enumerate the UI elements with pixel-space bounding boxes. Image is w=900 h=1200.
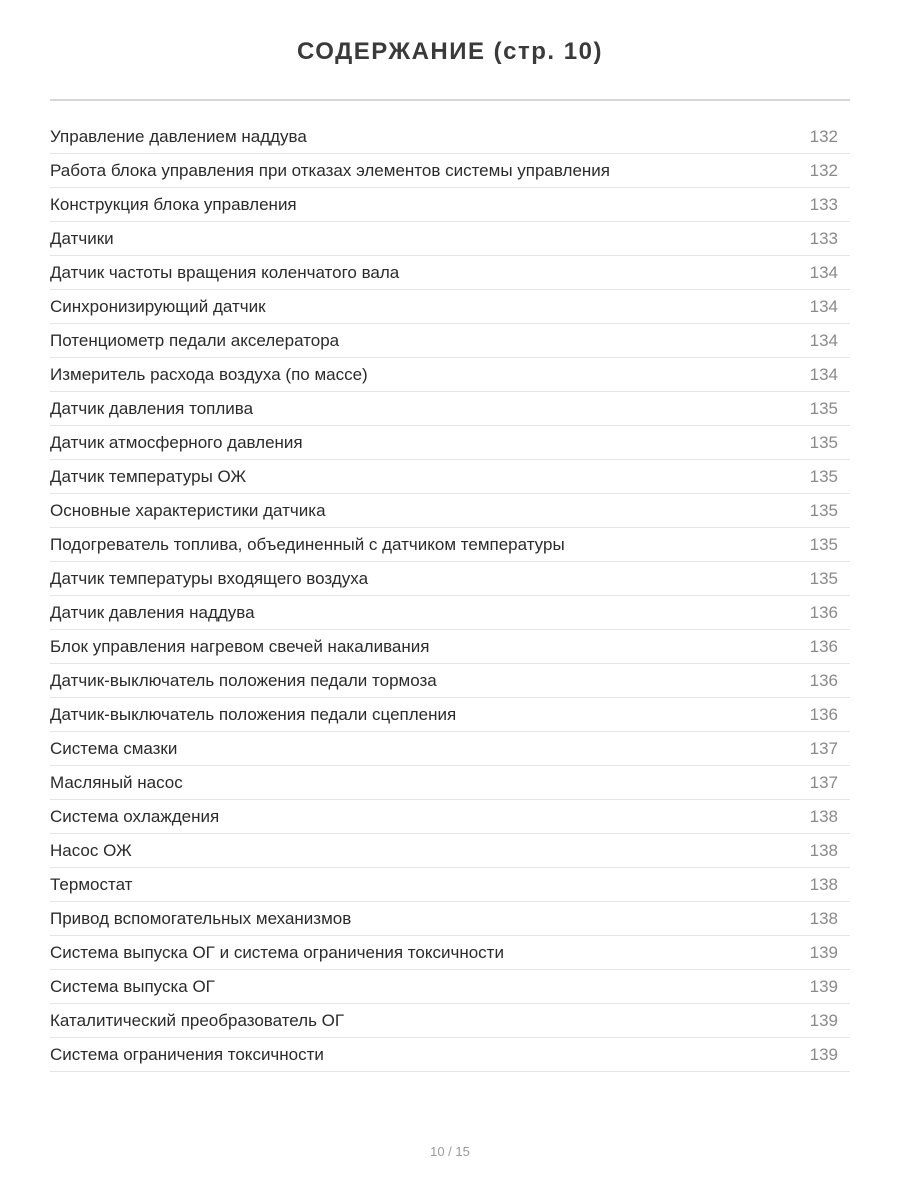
toc-entry-title: Датчик-выключатель положения педали тормоза <box>50 670 437 690</box>
toc-entry-title: Масляный насос <box>50 772 183 792</box>
toc-entry-title: Потенциометр педали акселератора <box>50 330 340 350</box>
toc-entry-title: Датчик давления наддува <box>50 602 255 622</box>
toc-entry-title: Управление давлением наддува <box>50 126 307 146</box>
toc-entry-title: Датчик частоты вращения коленчатого вала <box>50 262 400 282</box>
toc-entry[interactable] <box>50 800 850 834</box>
toc-entry[interactable] <box>50 1038 850 1072</box>
toc-entry[interactable] <box>50 732 850 766</box>
toc-entry[interactable] <box>50 392 850 426</box>
toc-entry-title: Датчик-выключатель положения педали сцепления <box>50 704 457 724</box>
toc-entry-title: Привод вспомогательных механизмов <box>50 908 352 928</box>
toc-entry-page-number: 133 <box>809 194 838 214</box>
toc-entry-title: Измеритель расхода воздуха (по массе) <box>50 364 368 384</box>
toc-entry[interactable] <box>50 868 850 902</box>
toc-entry-title: Датчик температуры ОЖ <box>50 466 247 486</box>
title-divider <box>50 99 850 101</box>
toc-entry-title: Датчик атмосферного давления <box>50 432 303 452</box>
toc-entry[interactable] <box>50 562 850 596</box>
toc-entry-page-number: 139 <box>809 1010 838 1030</box>
toc-entry-page-number: 135 <box>809 568 838 588</box>
toc-entry-title: Конструкция блока управления <box>50 194 297 214</box>
toc-entry-page-number: 138 <box>809 806 838 826</box>
toc-entry-title: Система ограничения токсичности <box>50 1044 324 1064</box>
page-title: СОДЕРЖАНИЕ (стр. 10) <box>297 38 603 65</box>
toc-entry[interactable] <box>50 1004 850 1038</box>
page-indicator: 10 / 15 <box>430 1144 470 1159</box>
toc-entry-page-number: 134 <box>809 364 838 384</box>
toc-entry-page-number: 137 <box>809 738 838 758</box>
toc-entry[interactable] <box>50 902 850 936</box>
toc-entry-title: Датчик температуры входящего воздуха <box>50 568 369 588</box>
toc-entry-page-number: 137 <box>809 772 838 792</box>
toc-entry-title: Датчик давления топлива <box>50 398 254 418</box>
toc-entry-title: Система охлаждения <box>50 806 220 826</box>
toc-entry-title: Система выпуска ОГ <box>50 976 215 996</box>
toc-entry[interactable] <box>50 460 850 494</box>
toc-entry-title: Синхронизирующий датчик <box>50 296 266 316</box>
toc-entry-page-number: 135 <box>809 534 838 554</box>
toc-entry-title: Основные характеристики датчика <box>50 500 326 520</box>
toc-entry[interactable] <box>50 120 850 154</box>
toc-entry[interactable] <box>50 664 850 698</box>
toc-entry-page-number: 134 <box>809 296 838 316</box>
toc-entry-page-number: 133 <box>809 228 838 248</box>
toc-entry-page-number: 139 <box>809 942 838 962</box>
toc-entry[interactable] <box>50 698 850 732</box>
toc-entry[interactable] <box>50 630 850 664</box>
toc-entry-page-number: 136 <box>809 670 838 690</box>
toc-entry-title: Система смазки <box>50 738 178 758</box>
toc-entry-title: Термостат <box>50 874 133 894</box>
toc-entry-title: Датчики <box>50 228 114 248</box>
toc-entry-title: Каталитический преобразователь ОГ <box>50 1010 345 1030</box>
toc-entry-page-number: 139 <box>809 1044 838 1064</box>
toc-entry-page-number: 135 <box>809 398 838 418</box>
toc-entry-page-number: 135 <box>809 466 838 486</box>
toc-entry-page-number: 134 <box>809 262 838 282</box>
toc-entry-page-number: 132 <box>809 160 838 180</box>
toc-entry[interactable] <box>50 324 850 358</box>
toc-entry-page-number: 136 <box>809 704 838 724</box>
toc-entry-page-number: 134 <box>809 330 838 350</box>
toc-entry[interactable] <box>50 222 850 256</box>
toc-entry[interactable] <box>50 528 850 562</box>
toc-entry[interactable] <box>50 358 850 392</box>
toc-entry-page-number: 136 <box>809 636 838 656</box>
toc-entry[interactable] <box>50 596 850 630</box>
toc-entry[interactable] <box>50 256 850 290</box>
toc-entry[interactable] <box>50 970 850 1004</box>
toc-entry-title: Насос ОЖ <box>50 840 132 860</box>
toc-entry[interactable] <box>50 834 850 868</box>
toc-entry[interactable] <box>50 494 850 528</box>
toc-entry[interactable] <box>50 936 850 970</box>
toc-entry-page-number: 135 <box>809 500 838 520</box>
toc-entry-title: Работа блока управления при отказах элементов системы управления <box>50 160 610 180</box>
toc-entry-page-number: 132 <box>809 126 838 146</box>
toc-entry-page-number: 138 <box>809 840 838 860</box>
toc-entry[interactable] <box>50 766 850 800</box>
toc-entry-page-number: 135 <box>809 432 838 452</box>
toc-entry-page-number: 136 <box>809 602 838 622</box>
toc-entry-page-number: 139 <box>809 976 838 996</box>
toc-entry[interactable] <box>50 426 850 460</box>
toc-entry-title: Подогреватель топлива, объединенный с датчиком температуры <box>50 534 565 554</box>
toc-entry[interactable] <box>50 290 850 324</box>
toc-entry-title: Система выпуска ОГ и система ограничения токсичности <box>50 942 504 962</box>
toc-list <box>50 120 850 1072</box>
toc-entry-page-number: 138 <box>809 908 838 928</box>
toc-entry-title: Блок управления нагревом свечей накаливания <box>50 636 430 656</box>
toc-entry[interactable] <box>50 188 850 222</box>
toc-entry[interactable] <box>50 154 850 188</box>
toc-entry-page-number: 138 <box>809 874 838 894</box>
